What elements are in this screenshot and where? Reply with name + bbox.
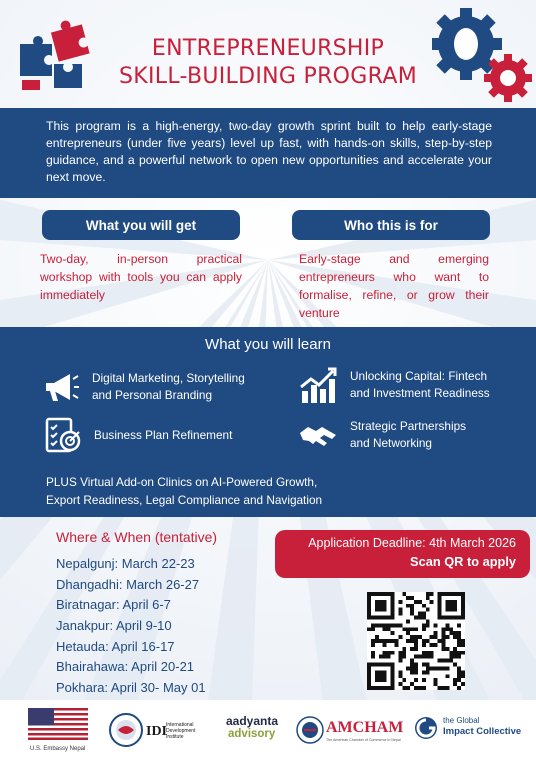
idi-mark: IDI: [146, 724, 168, 739]
idi-seal-logo: [108, 712, 144, 748]
intro-paragraph: This program is a high-energy, two-day growth sprint built to help early-stage entrepreneurs (under five years) level up fast, with hands-on skills, step-by-step guidance, and a powerful network to open new opportunities and accelerate your next move.: [0, 108, 536, 198]
venue-item: Nepalgunj: March 22-23: [56, 556, 195, 571]
learn-item-label: Unlocking Capital: Fintech: [350, 369, 488, 383]
idi-name: International Development Institute: [166, 722, 196, 740]
venue-item: Bhairahawa: April 20-21: [56, 659, 195, 675]
what-you-will-get-heading: What you will get: [42, 210, 240, 240]
checklist-target-icon: [42, 415, 82, 455]
learn-item-strategic-partnerships: [298, 415, 466, 455]
learn-item-label: Business Plan Refinement: [94, 427, 233, 442]
title-line-2: SKILL-BUILDING PROGRAM: [119, 64, 417, 89]
gears-icon: [432, 8, 532, 104]
global-impact-collective-icon: [414, 716, 438, 740]
header: [0, 0, 536, 108]
partner-logos: [0, 700, 536, 760]
plus-line-1: PLUS Virtual Add-on Clinics on AI-Powered Growth,: [46, 475, 318, 489]
application-deadline-text: Application Deadline: 4th March 2026: [308, 536, 516, 550]
learn-item-unlocking-capital: [298, 365, 490, 405]
venue-item: Biratnagar: April 6-7: [56, 597, 171, 613]
learn-item-label: and Investment Readiness: [350, 386, 490, 400]
learn-item-label: Digital Marketing, Storytelling: [92, 371, 245, 385]
venue-item: Pokhara: April 30- May 01: [56, 680, 206, 696]
learn-item-label: and Networking: [350, 436, 432, 450]
learn-item-digital-marketing: [40, 367, 245, 407]
venue-item: Hetauda: April 16-17: [56, 638, 175, 654]
who-this-is-for-heading: Who this is for: [292, 210, 490, 240]
us-flag-logo: [28, 708, 88, 740]
what-you-will-get-text: Two-day, in-person practical workshop with tools you can apply immediately: [40, 252, 242, 302]
venue-item: Janakpur: April 9-10: [56, 618, 172, 634]
title-line-1: ENTREPRENEURSHIP: [151, 36, 385, 61]
amcham-wordmark: AMCHAM: [326, 719, 404, 736]
qr-code[interactable]: [367, 592, 465, 690]
global-impact-line-1: the Global: [443, 716, 480, 725]
aadyanta-wordmark: aadyanta: [226, 714, 279, 728]
learn-item-label: Strategic Partnerships: [350, 419, 467, 433]
plus-add-on-clinics: [46, 473, 366, 509]
venue-item: Dhangadhi: March 26-27: [56, 576, 200, 592]
plus-line-2: Export Readiness, Legal Compliance and Navigation: [46, 493, 323, 507]
global-impact-line-2: Impact Collective: [443, 726, 522, 737]
learn-section: [0, 327, 536, 517]
who-this-is-for-text: Early-stage and emerging entrepreneurs who want to formalise, refine, or grow their venture: [299, 252, 489, 320]
where-when-heading: Where & When (tentative): [56, 529, 218, 545]
amcham-subtitle: The American Chamber of Commerce in Nepal: [326, 738, 401, 742]
learn-item-business-plan: [42, 415, 232, 455]
amcham-seal-logo: [296, 716, 324, 744]
venue-list: [56, 554, 206, 699]
learn-heading: What you will learn: [205, 336, 331, 353]
scan-qr-text: Scan QR to apply: [410, 554, 516, 569]
handshake-icon: [298, 415, 338, 455]
megaphone-icon: [40, 367, 80, 407]
application-deadline-banner: [275, 530, 530, 578]
us-embassy-caption: U.S. Embassy Nepal: [30, 746, 86, 752]
learn-item-label: and Personal Branding: [92, 388, 213, 402]
advisory-wordmark: advisory: [228, 728, 276, 740]
growth-chart-icon: [298, 365, 338, 405]
